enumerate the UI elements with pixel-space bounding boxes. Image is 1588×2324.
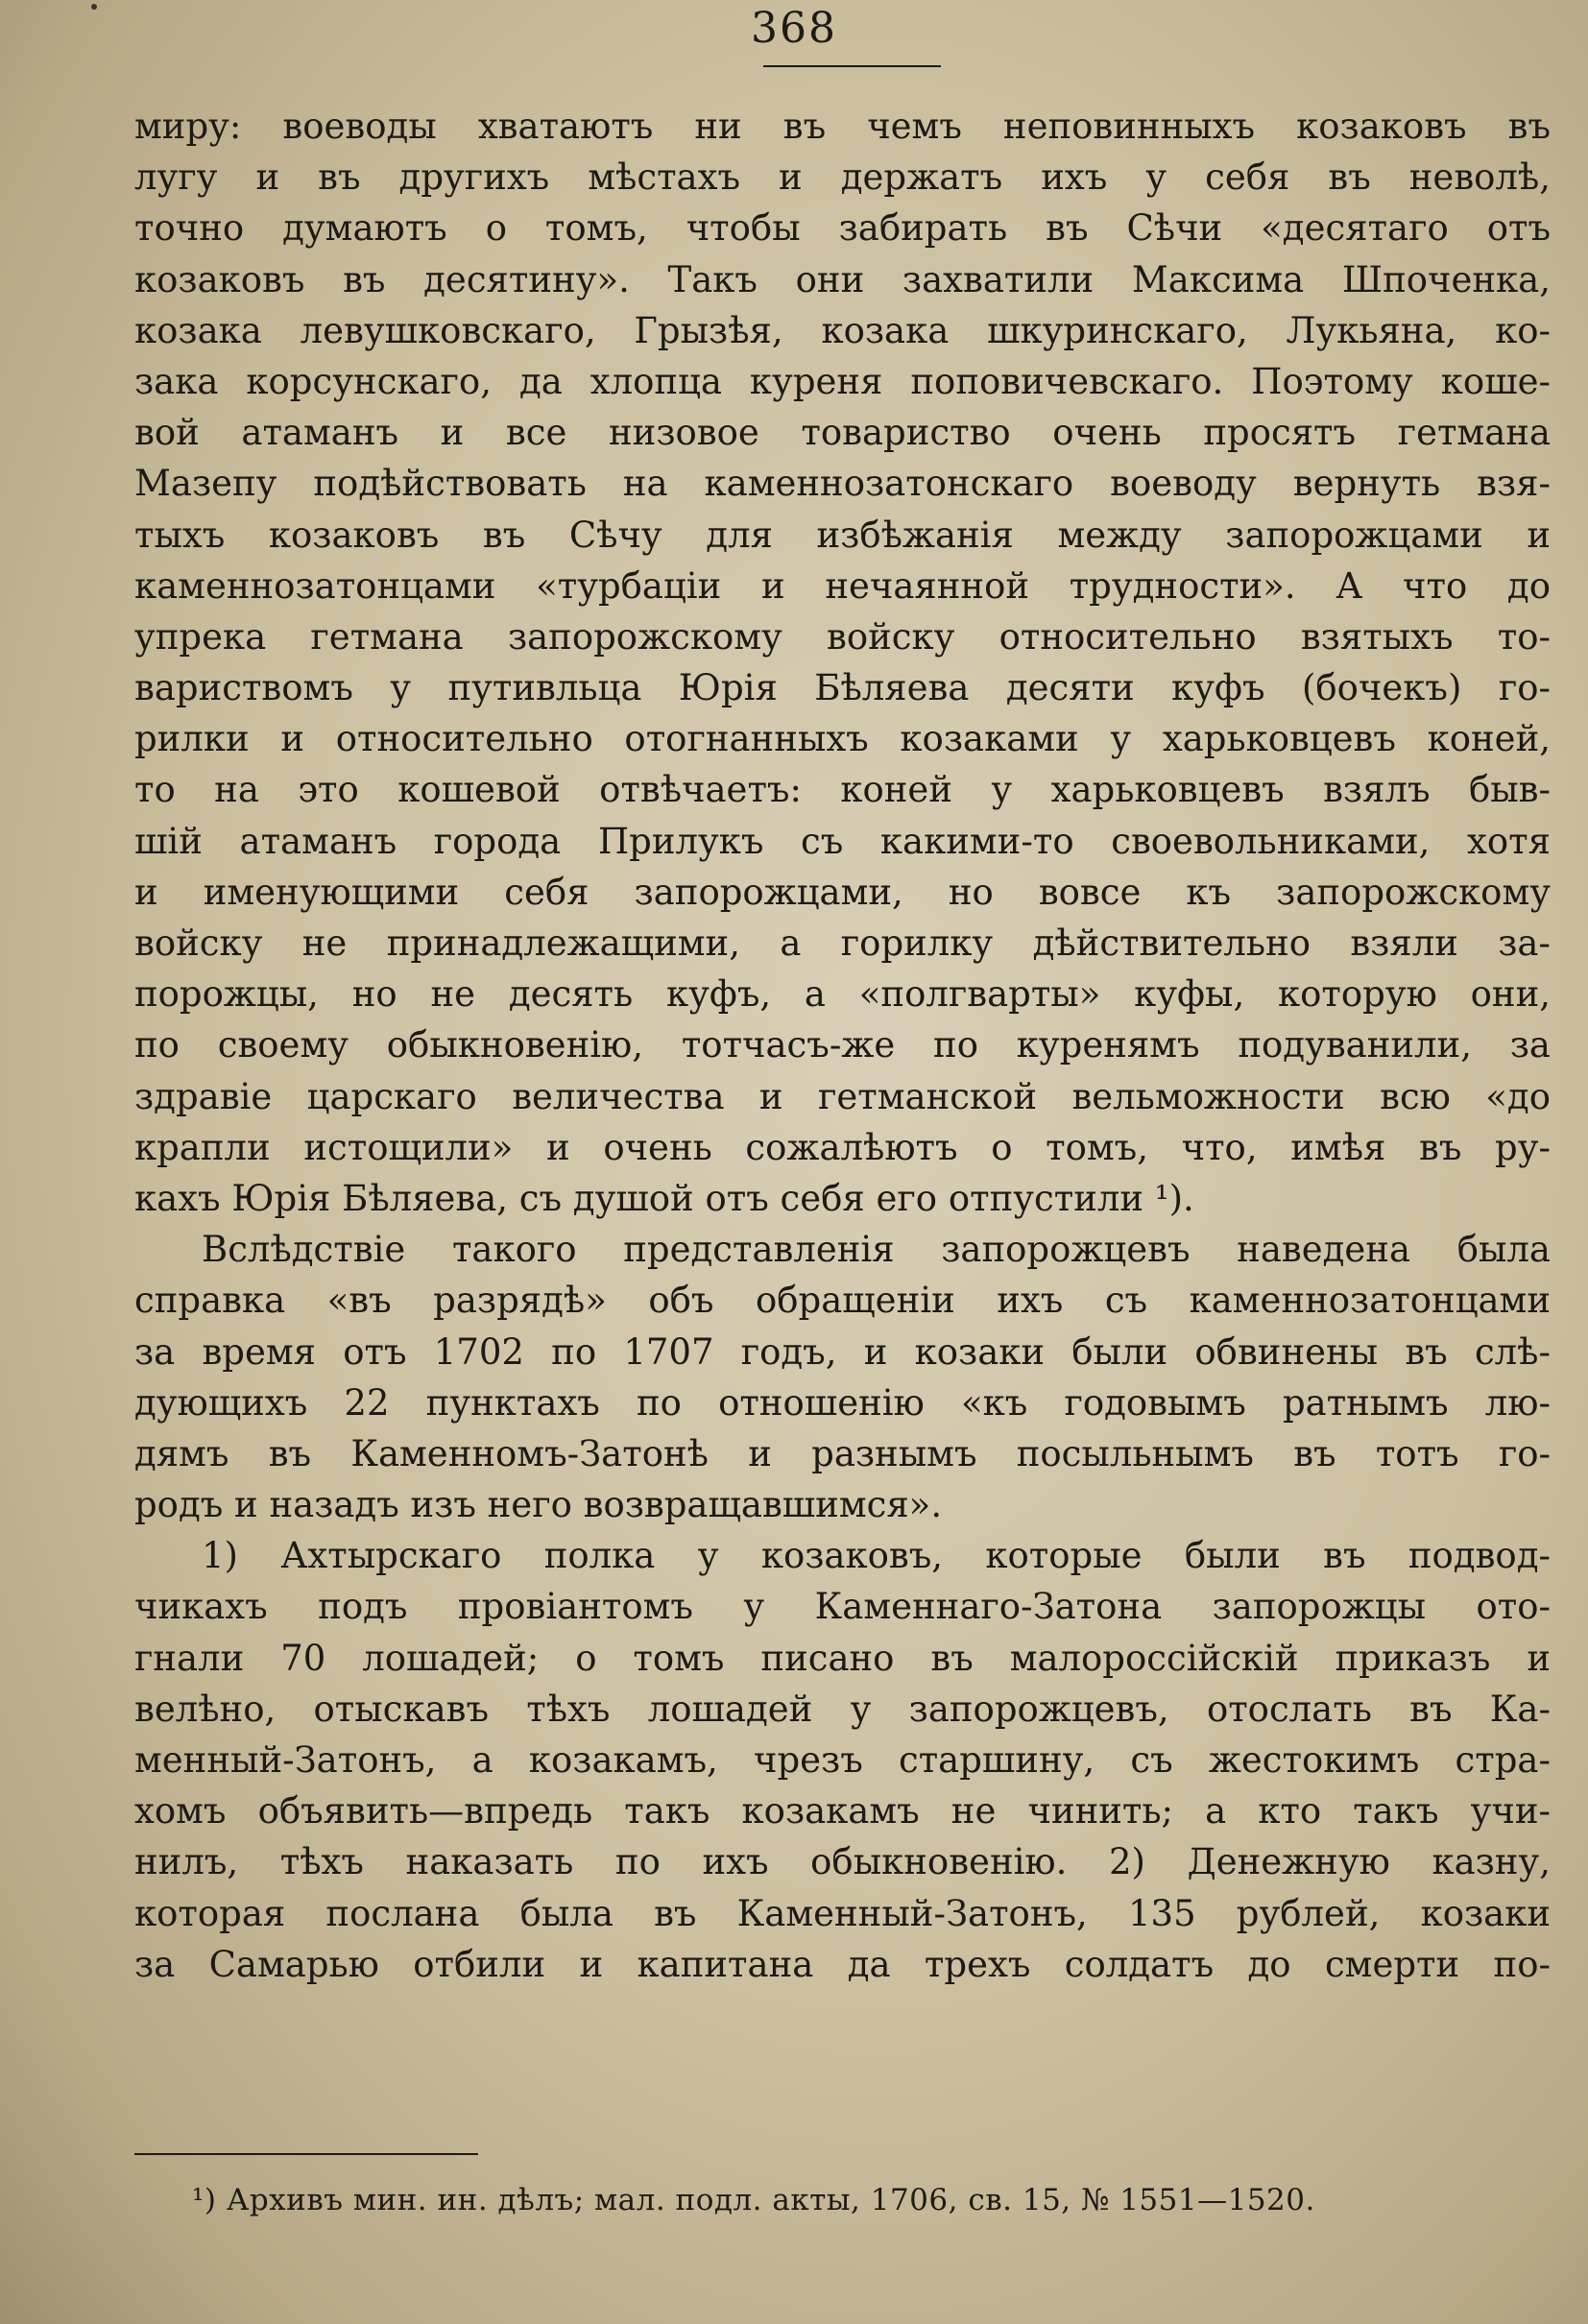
- text-line: порожцы, но не десять куфъ, а «полгварты» куфы, которую они,: [134, 973, 1551, 1016]
- text-line: точно думаютъ о томъ, чтобы забирать въ Сѣчи «десятаго отъ: [134, 207, 1551, 250]
- text-line: справка «въ разрядѣ» объ обращеніи ихъ съ каменнозатонцами: [134, 1280, 1551, 1322]
- text-line: здравіе царскаго величества и гетманской вельможности всю «до: [134, 1075, 1551, 1117]
- text-line: по своему обыкновенію, тотчасъ-же по куренямъ подуванили, за: [134, 1024, 1551, 1066]
- text-line: крапли истощили» и очень сожалѣютъ о томъ, что, имѣя въ ру-: [134, 1126, 1551, 1168]
- text-line: хомъ объявить—впредь такъ козакамъ не чинить; а кто такъ учи-: [134, 1790, 1551, 1833]
- text-line: дующихъ 22 пунктахъ по отношенію «къ годовымъ ратнымъ лю-: [134, 1381, 1551, 1424]
- page-number: 368: [751, 4, 837, 53]
- text-line: велѣно, отыскавъ тѣхъ лошадей у запорожцевъ, отослать въ Ка-: [134, 1688, 1551, 1730]
- text-line: Мазепу подѣйствовать на каменнозатонскаго воеводу вернуть взя-: [134, 463, 1551, 505]
- text-line: шій атаманъ города Прилукъ съ какими-то своевольниками, хотя: [134, 820, 1551, 862]
- text-line: и именующими себя запорожцами, но вовсе къ запорожскому: [134, 871, 1551, 913]
- text-line: нилъ, тѣхъ наказать по ихъ обыкновенію. 2) Денежную казну,: [134, 1841, 1551, 1883]
- page-number-rule: [763, 65, 941, 67]
- text-line: миру: воеводы хватаютъ ни въ чемъ неповинныхъ козаковъ въ: [134, 106, 1551, 147]
- text-line: кахъ Юрія Бѣляева, съ душой отъ себя его отпустили ¹).: [134, 1177, 1194, 1219]
- text-line: лугу и въ другихъ мѣстахъ и держатъ ихъ у себя въ неволѣ,: [134, 156, 1551, 199]
- text-line: вариствомъ у путивльца Юрія Бѣляева десяти куфъ (бочекъ) го-: [134, 667, 1551, 709]
- text-line: рилки и относительно отогнанныхъ козаками у харьковцевъ коней,: [134, 718, 1551, 760]
- text-line: родъ и назадъ изъ него возвращавшимся».: [134, 1484, 943, 1526]
- text-line: вой атаманъ и все низовое товариство очень просятъ гетмана: [134, 412, 1551, 454]
- paragraph-start-line: Вслѣдствіе такого представленія запорожцевъ наведена была: [202, 1229, 1551, 1271]
- text-line: чикахъ подъ провіантомъ у Каменнаго-Затона запорожцы ото-: [134, 1586, 1551, 1628]
- text-line: войску не принадлежащими, а горилку дѣйствительно взяли за-: [134, 922, 1551, 964]
- text-line: каменнозатонцами «турбаціи и нечаянной трудности». А что до: [134, 564, 1551, 607]
- text-line: козака левушковскаго, Грызѣя, козака шкуринскаго, Лукьяна, ко-: [134, 309, 1551, 351]
- text-line: гнали 70 лошадей; о томъ писано въ малороссійскій приказъ и: [134, 1637, 1551, 1679]
- text-line: зака корсунскаго, да хлопца куреня поповичевскаго. Поэтому коше-: [134, 360, 1551, 402]
- footnote: ¹) Архивъ мин. ин. дѣлъ; мал. подл. акты, 1706, св. 15, № 1551—1520.: [192, 2183, 1315, 2217]
- text-line: за время отъ 1702 по 1707 годъ, и козаки были обвинены въ слѣ-: [134, 1330, 1551, 1373]
- text-line: то на это кошевой отвѣчаетъ: коней у харьковцевъ взялъ быв-: [134, 769, 1551, 811]
- text-line: упрека гетмана запорожскому войску относительно взятыхъ то-: [134, 615, 1551, 658]
- text-line: козаковъ въ десятину». Такъ они захватили Максима Шпоченка,: [134, 258, 1551, 300]
- paragraph-start-line: 1) Ахтырскаго полка у козаковъ, которые были въ подвод-: [202, 1535, 1551, 1577]
- footnote-rule: [134, 2153, 478, 2155]
- text-line: за Самарью отбили и капитана да трехъ солдатъ до смерти по-: [134, 1943, 1551, 1985]
- text-line: дямъ въ Каменномъ-Затонѣ и разнымъ посыльнымъ въ тотъ го-: [134, 1432, 1551, 1474]
- body-text: [134, 101, 1551, 1990]
- text-line: менный-Затонъ, а козакамъ, чрезъ старшину, съ жестокимъ стра-: [134, 1739, 1551, 1781]
- text-line: тыхъ козаковъ въ Сѣчу для избѣжанія между запорожцами и: [134, 514, 1551, 556]
- text-line: которая послана была въ Каменный-Затонъ, 135 рублей, козаки: [134, 1892, 1551, 1934]
